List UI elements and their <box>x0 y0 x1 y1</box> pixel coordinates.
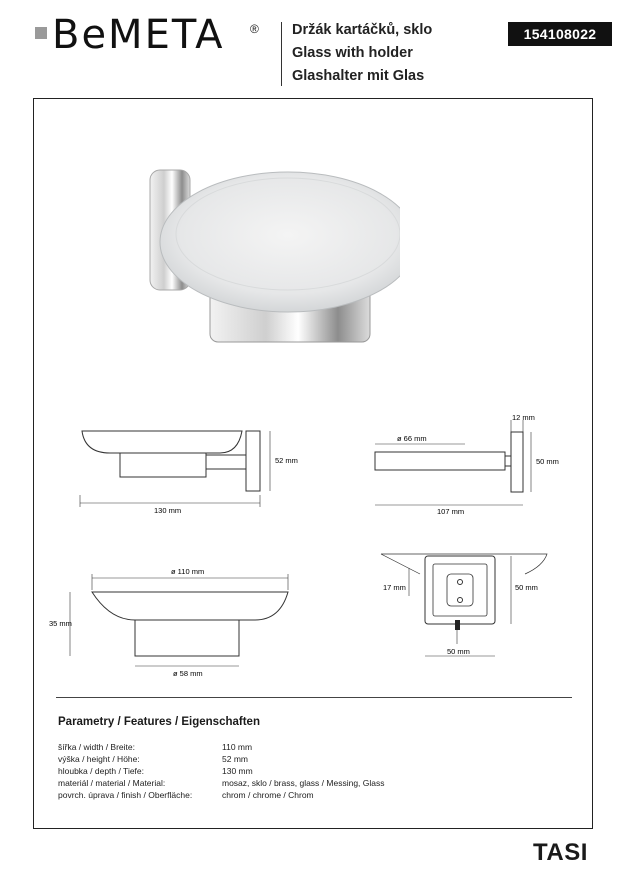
side-view-length-label: 130 mm <box>154 506 182 515</box>
product-title-en: Glass with holder <box>292 45 413 61</box>
spec-value-finish: chrom / chrome / Chrom <box>222 790 314 800</box>
top-view-depth-label: 12 mm <box>512 413 535 422</box>
spec-label-width: šířka / width / Breite: <box>58 742 135 752</box>
front-view-drawing <box>40 560 300 685</box>
mount-view-height-label: 50 mm <box>515 583 538 592</box>
spec-label-depth: hloubka / depth / Tiefe: <box>58 766 145 776</box>
mount-view-width-label: 50 mm <box>447 647 470 656</box>
brand-logo: BeMETA <box>52 12 225 58</box>
spec-value-height: 52 mm <box>222 754 248 764</box>
front-view-height-label: 35 mm <box>49 619 72 628</box>
side-view-drawing <box>70 415 310 520</box>
mount-view-drawing <box>375 548 555 668</box>
section-divider <box>56 697 572 698</box>
spec-label-finish: povrch. úprava / finish / Oberfläche: <box>58 790 193 800</box>
registered-mark: ® <box>250 22 259 36</box>
top-view-diameter-label: ø 66 mm <box>397 434 427 443</box>
features-heading: Parametry / Features / Eigenschaften <box>58 716 260 728</box>
header-divider <box>281 22 282 86</box>
spec-label-material: materiál / material / Material: <box>58 778 166 788</box>
product-code-badge: 154108022 <box>508 22 612 46</box>
fixing-screw <box>455 620 460 630</box>
spec-value-width: 110 mm <box>222 742 253 752</box>
product-title-cz: Držák kartáčků, sklo <box>292 22 433 38</box>
spec-value-material: mosaz, sklo / brass, glass / Messing, Glass <box>222 778 385 788</box>
front-view-diameter-bottom-label: ø 58 mm <box>173 669 203 678</box>
top-view-length-label: 107 mm <box>437 507 465 516</box>
series-name: TASI <box>533 839 588 866</box>
front-view-diameter-top-label: ø 110 mm <box>171 567 205 576</box>
logo-square <box>35 27 47 39</box>
product-title-de: Glashalter mit Glas <box>292 68 425 84</box>
top-view-height-label: 50 mm <box>536 457 559 466</box>
product-photo <box>140 160 400 350</box>
mount-view-offset-label: 17 mm <box>383 583 406 592</box>
spec-label-height: výška / height / Höhe: <box>58 754 140 764</box>
top-view-drawing <box>365 410 575 520</box>
spec-value-depth: 130 mm <box>222 766 253 776</box>
side-view-height-label: 52 mm <box>275 456 298 465</box>
